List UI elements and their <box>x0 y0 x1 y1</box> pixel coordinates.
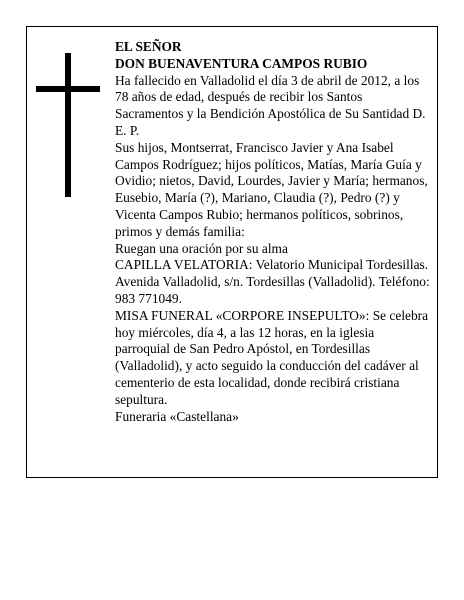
funeral-mass-info: MISA FUNERAL «CORPORE INSEPULTO»: Se celebra hoy miércoles, día 4, a las 12 horas, en la iglesia parroquial de San Pedro Apóstol, en Tordesillas (Valladolid), y acto seguido la conducción del cadáver al cementerio de esta localidad, donde recibirá cristiana sepultura. <box>115 307 429 407</box>
death-announcement: Ha fallecido en Valladolid el día 3 de abril de 2012, a los 78 años de edad, después de recibir los Santos Sacramentos y la Bendición Apostólica de Su Santidad D. E. P. <box>115 72 426 138</box>
title-line: EL SEÑOR <box>115 39 182 54</box>
cross-horizontal-bar <box>36 86 100 92</box>
cross-vertical-bar <box>65 53 71 197</box>
cross-icon <box>36 53 100 197</box>
deceased-name: DON BUENAVENTURA CAMPOS RUBIO <box>115 55 368 71</box>
prayer-request: Ruegan una oración por su alma <box>115 240 288 256</box>
wake-chapel-info: CAPILLA VELATORIA: Velatorio Municipal Tordesillas. Avenida Valladolid, s/n. Tordesillas (Valladolid). Teléfono: 983 771049. <box>115 257 430 306</box>
family-list: Sus hijos, Montserrat, Francisco Javier y Ana Isabel Campos Rodríguez; hijos políticos, Matías, María Guía y Ovidio; nietos, David, Lourdes, Javier y María; hermanos, Eusebio, María (?), Mariano, Claudia (?), Pedro (?) y Vicenta Campos Rubio; hermanos políticos, sobrinos, primos y demás familia: <box>115 139 428 239</box>
funeral-home: Funeraria «Castellana» <box>115 408 239 424</box>
obituary-text <box>115 39 431 425</box>
